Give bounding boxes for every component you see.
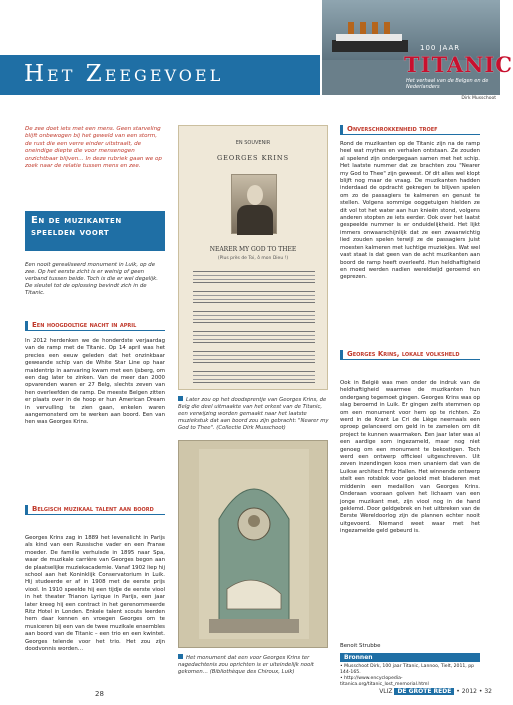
footer-magazine: VLIZ DE GROTE REDE • 2012 • 32 — [379, 688, 492, 695]
monument-drawing-icon — [199, 449, 309, 639]
music-staff — [193, 351, 315, 363]
source-item[interactable]: • http://www.encyclopedia-titanica.org/titanic_lost_memorial.html — [340, 676, 480, 688]
caption-memorial-card-text: Later zou op het doodsprentje van Georges Krins, de Belg die deel uitmaakte van het orkest van de Titanic, een verwijzing worden gemaakt naar het laatste muziekstuk dat aan boord zou zijn gebracht: "Nearer my God to Thee". (Collectie Dirk Musschoot) — [178, 397, 329, 431]
body-fearlessness: Rond de muzikanten op de Titanic zijn na de ramp heel wat mythes en verhalen ontstaan. Ze zouden al spelend zijn ondergegaan samen met het schip. Het laatste nummer dat ze brachten zou "Nearer my God to Thee" zijn geweest. Of dit alles wel klopt blijft nog maar de vraag. De muzikanten hadden inderdaad de opdracht gekregen te blijven spelen om zo de passagiers te kalmeren en genust te stellen. Volgens sommige ooggetuigen hielden ze dit vol tot het water aan hun knieën stond, volgens anderen stopten ze iets eerder. Ook over het laatst gespeelde nummer is er onduidelijkheid. Het lijkt immers onwaarschijnlijk dat ze een zwaarwichtig lied zouden spelen terwijl ze de passagiers juist moesten kalmeren met luchtige muziekjes. Wat wel vast staat is dat geen van de acht muzikanten aan boord de ramp heeft overleefd. Hun heldhaftigheid en moed werden nadien wereldwijd geroemd en geprezen. — [340, 141, 480, 281]
song-title: NEARER MY GOD TO THEE — [209, 246, 297, 253]
caption-memorial-card — [178, 396, 330, 432]
music-staff — [193, 371, 315, 383]
memorial-card-image — [178, 125, 328, 390]
portrait-coat — [237, 205, 273, 235]
author-name: Benoit Strubbe — [340, 643, 381, 649]
footer-tag: DE GROTE REDE — [394, 688, 454, 695]
sources-list — [340, 662, 480, 688]
sources-heading: Bronnen — [340, 653, 480, 662]
music-staff — [193, 331, 315, 343]
body-musical-talent: Georges Krins zag in 1889 het levenslicht in Parijs als kind van een Russische vader en een Franse moeder. De familie verhuisde in 1895 naar Spa, waar de muzikale carrière van Georges begon aan de plaatselijke muziekacademie. Vanaf 1902 liep hij school aan het Koninklijk Conservatorium in Luik. Hij studeerde er af in 1908 met de eerste prijs viool. In 1910 speelde hij een tijdje de eerste viool in het theater Trianon Lyrique in Parijs, een jaar later kreeg hij een contract in het gerenommeerde Ritz Hotel in Londen. Enkele talent scouts leerden hem daar kennen en vroegen Georges om te musiceren bij een van de twee muzikale ensembles aan boord van de Titanic – een trio en een kwintet. Georges telende voor het trio. Het zou zijn doodvonnis worden… — [25, 535, 166, 653]
banner-titanic-word: TITANIC — [404, 52, 513, 77]
music-staff — [193, 271, 315, 283]
lead-text: Een nooit gerealiseerd monument in Luik, op de zee. Op het eerste zicht is er weinig of geen verband tussen beide. Toch is die er wel degelijk. De sleutel tot de oplossing bevindt zich in de Titanic. — [25, 262, 158, 296]
page-number-right: 32 — [484, 688, 492, 695]
heading-april-night: Een hoogdoltige nacht in april — [25, 321, 165, 331]
banner-subtitle: Het verhaal van de Belgen en de Nederlanders — [406, 78, 489, 90]
titanic-banner-image — [322, 0, 513, 95]
source-item: • Musschoot Dirk, 100 jaar Titanic, Lannoo, Tielt, 2011, pp 144-165. — [340, 664, 480, 676]
ship-icon — [330, 18, 410, 58]
sources-box — [340, 653, 480, 688]
caption-monument — [178, 654, 330, 676]
page-number-left: 28 — [95, 690, 104, 698]
heading-musical-talent: Belgisch muzikaal talent aan boord — [25, 505, 165, 515]
caption-marker-icon — [178, 396, 183, 401]
portrait-face — [247, 185, 263, 205]
banner-years: 100 JAAR — [420, 44, 461, 52]
caption-monument-text: Het monument dat een voor Georges Krins ter nagedachtenis zou oprichten is er uiteindelijk nooit gekomen… (Bibliothèque des Chiroux, Luik) — [178, 655, 314, 675]
heading-fearlessness: Onverschrokkenheid troef — [340, 125, 480, 135]
portrait-photo — [231, 174, 277, 234]
music-staff — [193, 311, 315, 323]
footer-issue: 2012 — [461, 688, 477, 695]
photo-credit: Dirk Musschoot — [461, 96, 496, 101]
music-staff — [193, 291, 315, 303]
caption-marker-icon — [178, 654, 183, 659]
body-local-hero: Ook in België was men onder de indruk van de heldhaftigheid waarmee de muzikanten hun ondergang tegemoet gingen. Georges Krins was op slag beroemd in Luik. Er gingen zelfs stemmen op om een monument voor hem op te richten. Zo werd in de Krant Le Cri de Liège neernaals een oproep gelanceerd om geld in te zamelen om dit project te kunnen waarmaken. Een jaar later was al een aardige som ingezameld, maar nog niet genoeg om een monument te bekostigen. Toch werd een ontwerp officieel uitgeschreven. Uit zeven inzendingen koos men unaniem dat van de Luikse architect Fritz Hallen. Het winnende ontwerp stelt een rotsblok voor gelooid met bladeren met middenin een medaillon van Georges Krins. Onderaan vooraan golven het lichaam van een jonge muzikant met, zijn viool nog in de hand geklemd. Door geldgebrek en het uitbreken van de Eerste Wereldoorlog zijn de plannen echter nooit uitgevoerd. Niemand weet waar met het ingezamelde geld gebeurd is. — [340, 380, 480, 535]
memorial-card-name: GEORGES KRINS — [216, 154, 290, 162]
section-title: En de muzikanten speelden voort — [25, 211, 165, 251]
song-subtitle: (Plus près de Toi, ô mon Dieu !) — [217, 256, 289, 261]
monument-design-image — [178, 440, 328, 648]
header-banner — [0, 55, 320, 95]
page-title: Het Zeegevoel — [24, 61, 224, 87]
body-april-night: In 2012 herdenken we de honderdste verjaardag van de ramp met de Titanic. Op 14 april was het precies een eeuw geleden dat het onzinkbaar geweande schip van de White Star Line op haar maidentrip in aanvaring kwam met een ijsberg, om een dag later te zinken. Van de meer dan 2000 opvarenden waren er 27 Belg, slechts zeven van hen overleefden de ramp. De meeste Belgen zitten er plaats over in de hoop er hun American Dream in vervulling te zien gaan, enkelen waren aangemonsterd om te werken aan boord. Een van hen was Georges Krins. — [25, 338, 165, 426]
heading-local-hero: Georges Krins, lokale volksheld — [340, 350, 480, 360]
memorial-card-line1: EN SOUVENIR — [235, 140, 271, 146]
footer-mag-name: VLIZ — [379, 688, 393, 695]
intro-text: De zee doet iets met een mens. Geen starveling blijft onbewogen bij het geweld van een storm, de rust die een verre einder uitstraalt, de oneindige diepte die voor mensenogen onzichtbaar blijven… In deze rubriek gaan we op zoek naar de relatie tussen mens en zee. — [25, 126, 162, 170]
